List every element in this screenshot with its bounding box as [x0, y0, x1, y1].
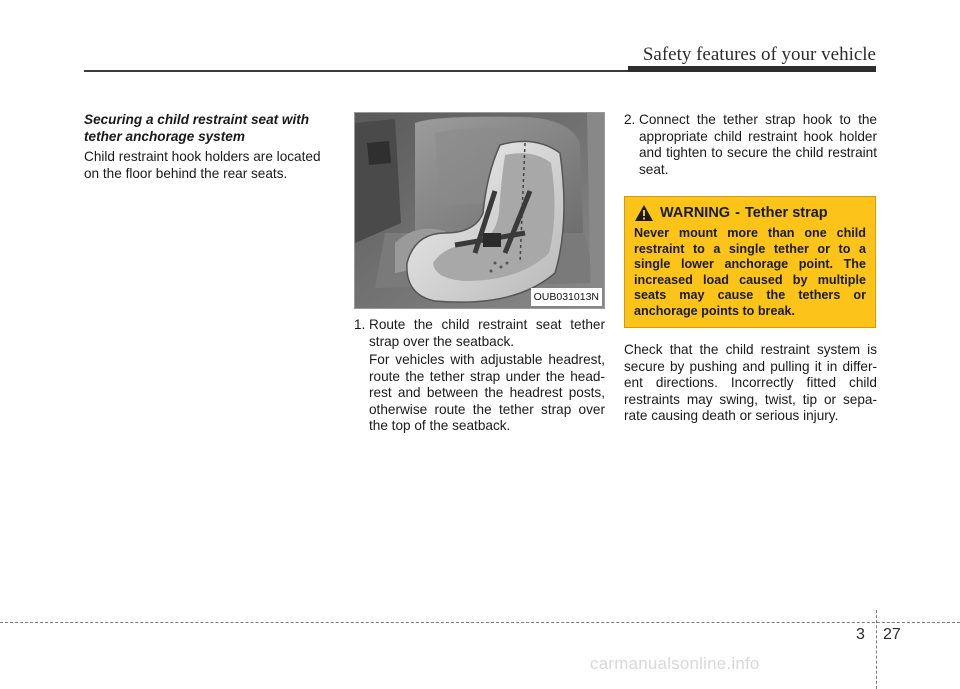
warning-triangle-icon: [634, 204, 654, 222]
check-paragraph: Check that the child restraint system is secure by pushing and pulling it in differ-ent directions. Incorrectly fitted child restraints may swing, twist, tip or sepa-rate causing death or serious injury.: [624, 342, 877, 423]
photo-code: OUB031013N: [531, 288, 602, 307]
step-2-text: Connect the tether strap hook to the appropriate child restraint hook holder and tighten to secure the child restraint seat.: [639, 112, 877, 177]
child-seat-illustration: [355, 113, 604, 308]
warning-body: Never mount more than one child restraint to a single tether or to a single lower anchorage point. The increased load caused by multiple seats may cause the tethers or anchorage points to break.: [634, 226, 866, 318]
section-title: Safety features of your vehicle: [642, 44, 876, 65]
warning-title: [634, 204, 866, 222]
chapter-number: 3: [856, 626, 865, 643]
step-1-text: Route the child restraint seat tether strap over the seatback.: [369, 317, 605, 349]
header-rule-accent: [628, 66, 876, 72]
subheading: [84, 112, 334, 145]
step-1-number: 1.: [354, 317, 366, 332]
child-seat-photo: [354, 112, 605, 309]
footer-divider: [876, 610, 877, 689]
column-middle: [354, 112, 605, 435]
subheading-line-1: Securing a child restraint seat with: [84, 112, 310, 127]
watermark: carmanualsonline.info: [590, 654, 760, 673]
warning-separator: -: [735, 204, 740, 221]
column-left: [84, 112, 334, 182]
step-2: [624, 112, 877, 178]
warning-box: [624, 196, 876, 328]
column-right: [624, 112, 877, 425]
intro-paragraph: Child restraint hook holders are located on the floor behind the rear seats.: [84, 149, 321, 181]
warning-topic: Tether strap: [744, 204, 828, 221]
warning-label: WARNING: [660, 204, 731, 221]
subheading-line-2: tether anchorage system: [84, 128, 245, 144]
footer-rule: [0, 622, 960, 623]
step-2-number: 2.: [624, 112, 636, 127]
step-1-extra: For vehicles with adjustable headrest, route the tether strap under the head-rest and between the headrest posts, otherwise route the tether strap over the top of the seatback.: [369, 352, 605, 433]
page-number: 27: [883, 626, 901, 643]
step-1: [354, 317, 605, 350]
